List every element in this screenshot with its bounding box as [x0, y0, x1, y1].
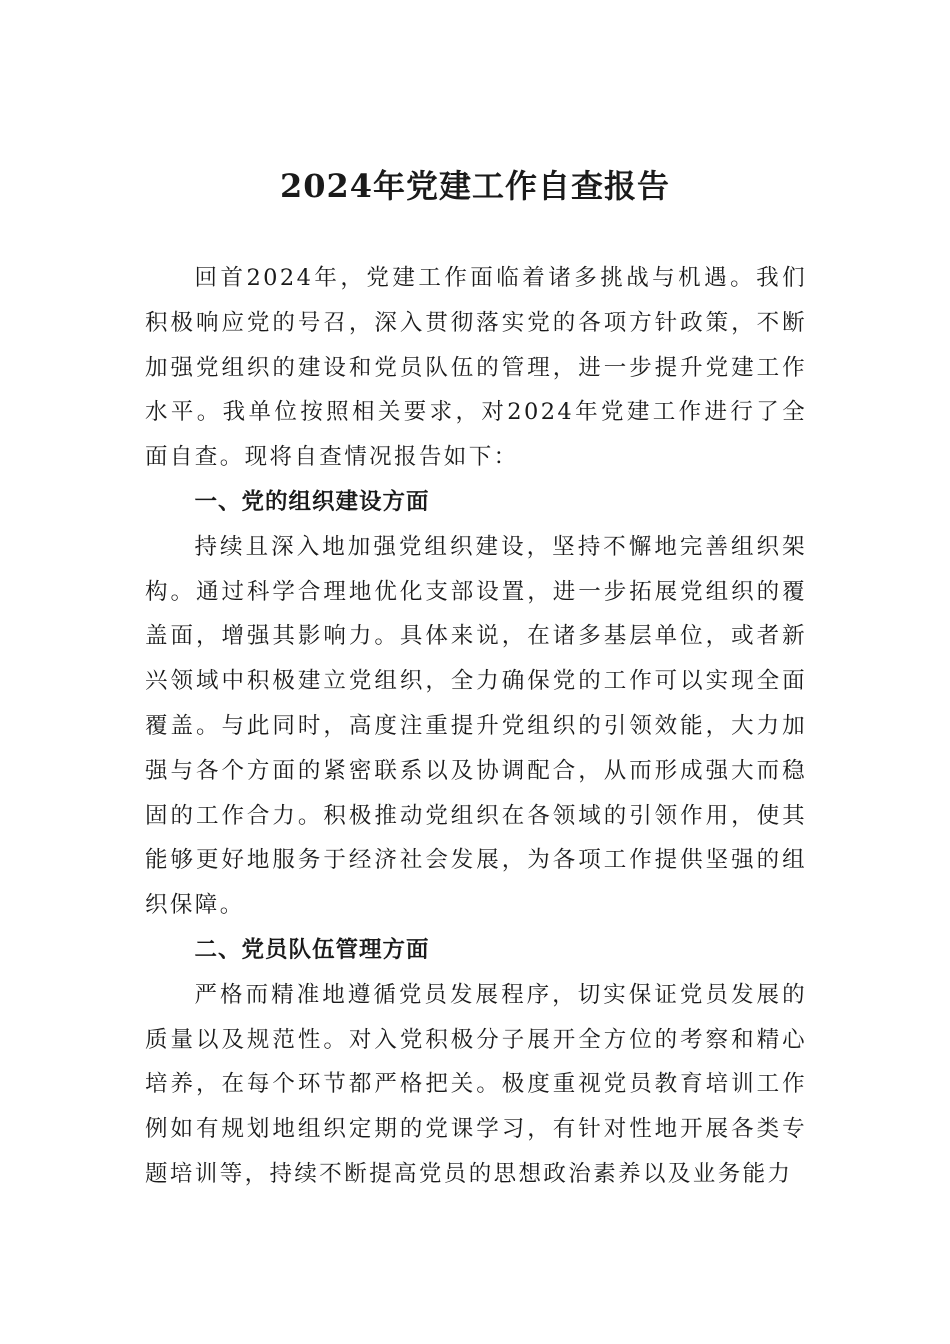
- section-paragraph-membership: 严格而精准地遵循党员发展程序，切实保证党员发展的质量以及规范性。对入党积极分子展开全方位的考察和精心培养，在每个环节都严格把关。极度重视党员教育培训工作例如有规划地组织定期的党课学习，有针对性地开展各类专题培训等，持续不断提高党员的思想政治素养以及业务能力: [145, 981, 807, 1187]
- section-heading-membership: 二、党员队伍管理方面: [194, 936, 430, 963]
- section-paragraph-organization: 持续且深入地加强党组织建设，坚持不懈地完善组织架构。通过科学合理地优化支部设置，进一步拓展党组织的覆盖面，增强其影响力。具体来说，在诸多基层单位，或者新兴领域中积极建立党组织，全力确保党的工作可以实现全面覆盖。与此同时，高度注重提升党组织的引领效能，大力加强与各个方面的紧密联系以及协调配合，从而形成强大而稳固的工作合力。积极推动党组织在各领域的引领作用，使其能够更好地服务于经济社会发展，为各项工作提供坚强的组织保障。: [145, 533, 807, 919]
- intro-paragraph: 回首2024年，党建工作面临着诸多挑战与机遇。我们积极响应党的号召，深入贯彻落实党的各项方针政策，不断加强党组织的建设和党员队伍的管理，进一步提升党建工作水平。我单位按照相关要求，对2024年党建工作进行了全面自查。现将自查情况报告如下：: [145, 265, 807, 471]
- document-title: 2024年党建工作自查报告: [279, 167, 671, 205]
- section-heading-organization: 一、党的组织建设方面: [194, 488, 430, 515]
- document-body: [145, 256, 807, 1197]
